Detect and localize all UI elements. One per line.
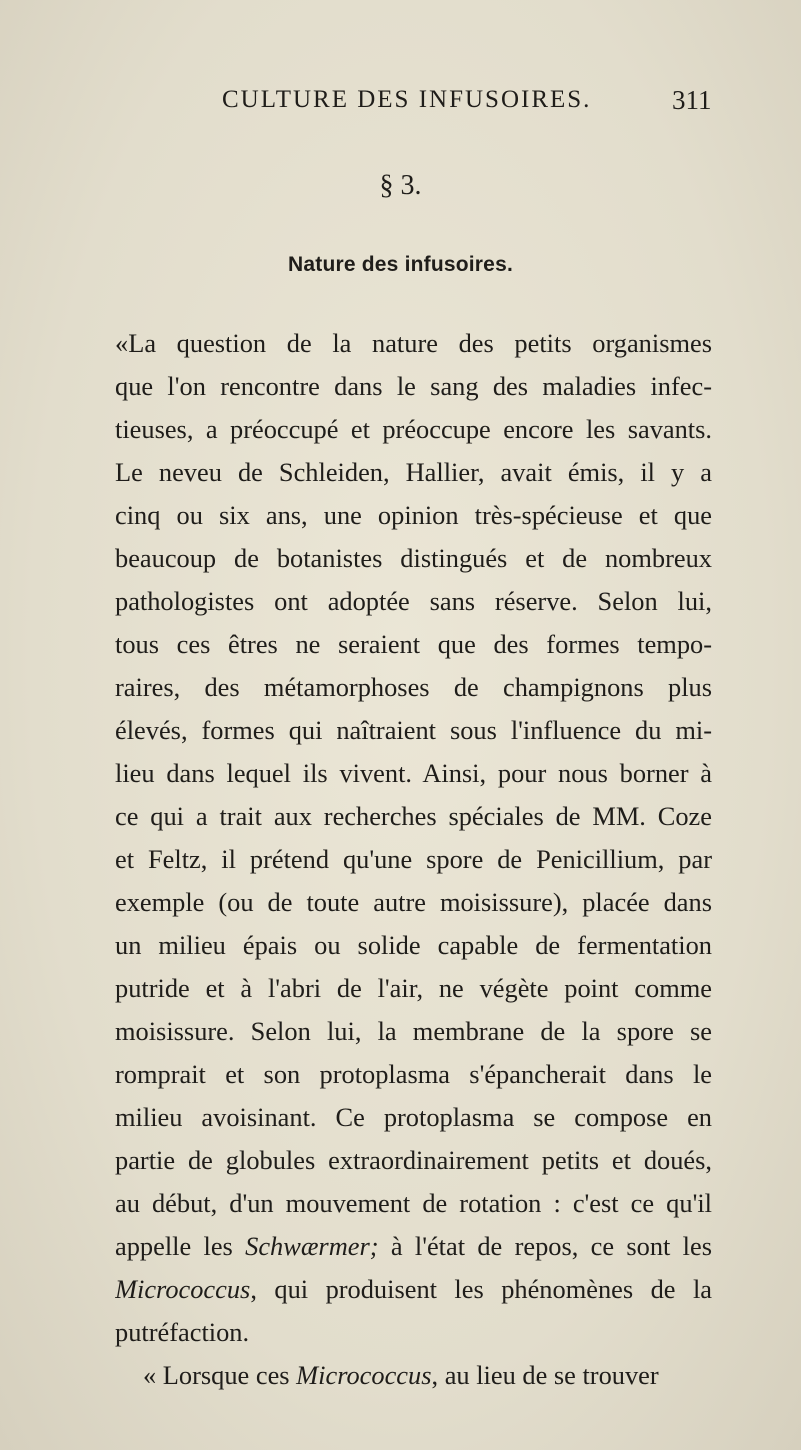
text-line: [115, 1354, 712, 1397]
text-line: «La question de la nature des petits organismes: [115, 328, 712, 358]
italic-term: Schwærmer;: [245, 1231, 379, 1261]
body-text: [115, 322, 712, 1397]
text-line: romprait et son protoplasma s'épancherait dans le: [115, 1059, 712, 1089]
running-title: CULTURE DES INFUSOIRES.: [222, 86, 592, 113]
text-line: [115, 1225, 712, 1268]
section-number: § 3.: [379, 170, 422, 201]
italic-term: Micrococcus: [296, 1360, 432, 1390]
running-head: [0, 84, 801, 124]
text-line: beaucoup de botanistes distingués et de nombreux: [115, 543, 712, 573]
text-line: tieuses, a préoccupé et préoccupe encore les savants.: [115, 414, 712, 444]
text-line: tous ces êtres ne seraient que des formes tempo-: [115, 629, 712, 659]
text-line: exemple (ou de toute autre moisissure), placée dans: [115, 887, 712, 917]
text-line: lieu dans lequel ils vivent. Ainsi, pour nous borner à: [115, 758, 712, 788]
italic-term: Micrococcus: [115, 1274, 251, 1304]
text-line: ce qui a trait aux recherches spéciales de MM. Coze: [115, 801, 712, 831]
text-line: putréfaction.: [115, 1317, 250, 1347]
text-line: [115, 1268, 712, 1311]
text-line: et Feltz, il prétend qu'une spore de Penicillium, par: [115, 844, 712, 874]
text-line: au début, d'un mouvement de rotation : c'est ce qu'il: [115, 1188, 712, 1218]
text-line: que l'on rencontre dans le sang des maladies infec-: [115, 371, 712, 401]
page-number: 311: [672, 85, 712, 115]
text-line: raires, des métamorphoses de champignons plus: [115, 672, 712, 702]
text-line: pathologistes ont adoptée sans réserve. Selon lui,: [115, 586, 712, 616]
text-run: , qui produisent les phénomènes de la: [250, 1274, 712, 1304]
text-run: appelle les: [115, 1231, 246, 1261]
text-line: partie de globules extraordinairement petits et doués,: [115, 1145, 712, 1175]
text-run: à l'état de repos, ce sont les: [378, 1231, 712, 1261]
text-line: un milieu épais ou solide capable de fermentation: [115, 930, 712, 960]
text-run: « Lorsque ces: [143, 1360, 297, 1390]
section-title: Nature des infusoires.: [288, 253, 513, 276]
text-line: putride et à l'abri de l'air, ne végète point comme: [115, 973, 712, 1003]
text-line: Le neveu de Schleiden, Hallier, avait émis, il y a: [115, 457, 712, 487]
text-line: milieu avoisinant. Ce protoplasma se compose en: [115, 1102, 712, 1132]
text-run: , au lieu de se trouver: [431, 1360, 659, 1390]
text-line: élevés, formes qui naîtraient sous l'influence du mi-: [115, 715, 712, 745]
text-line: moisissure. Selon lui, la membrane de la spore se: [115, 1016, 712, 1046]
text-line: cinq ou six ans, une opinion très-spécieuse et que: [115, 500, 712, 530]
